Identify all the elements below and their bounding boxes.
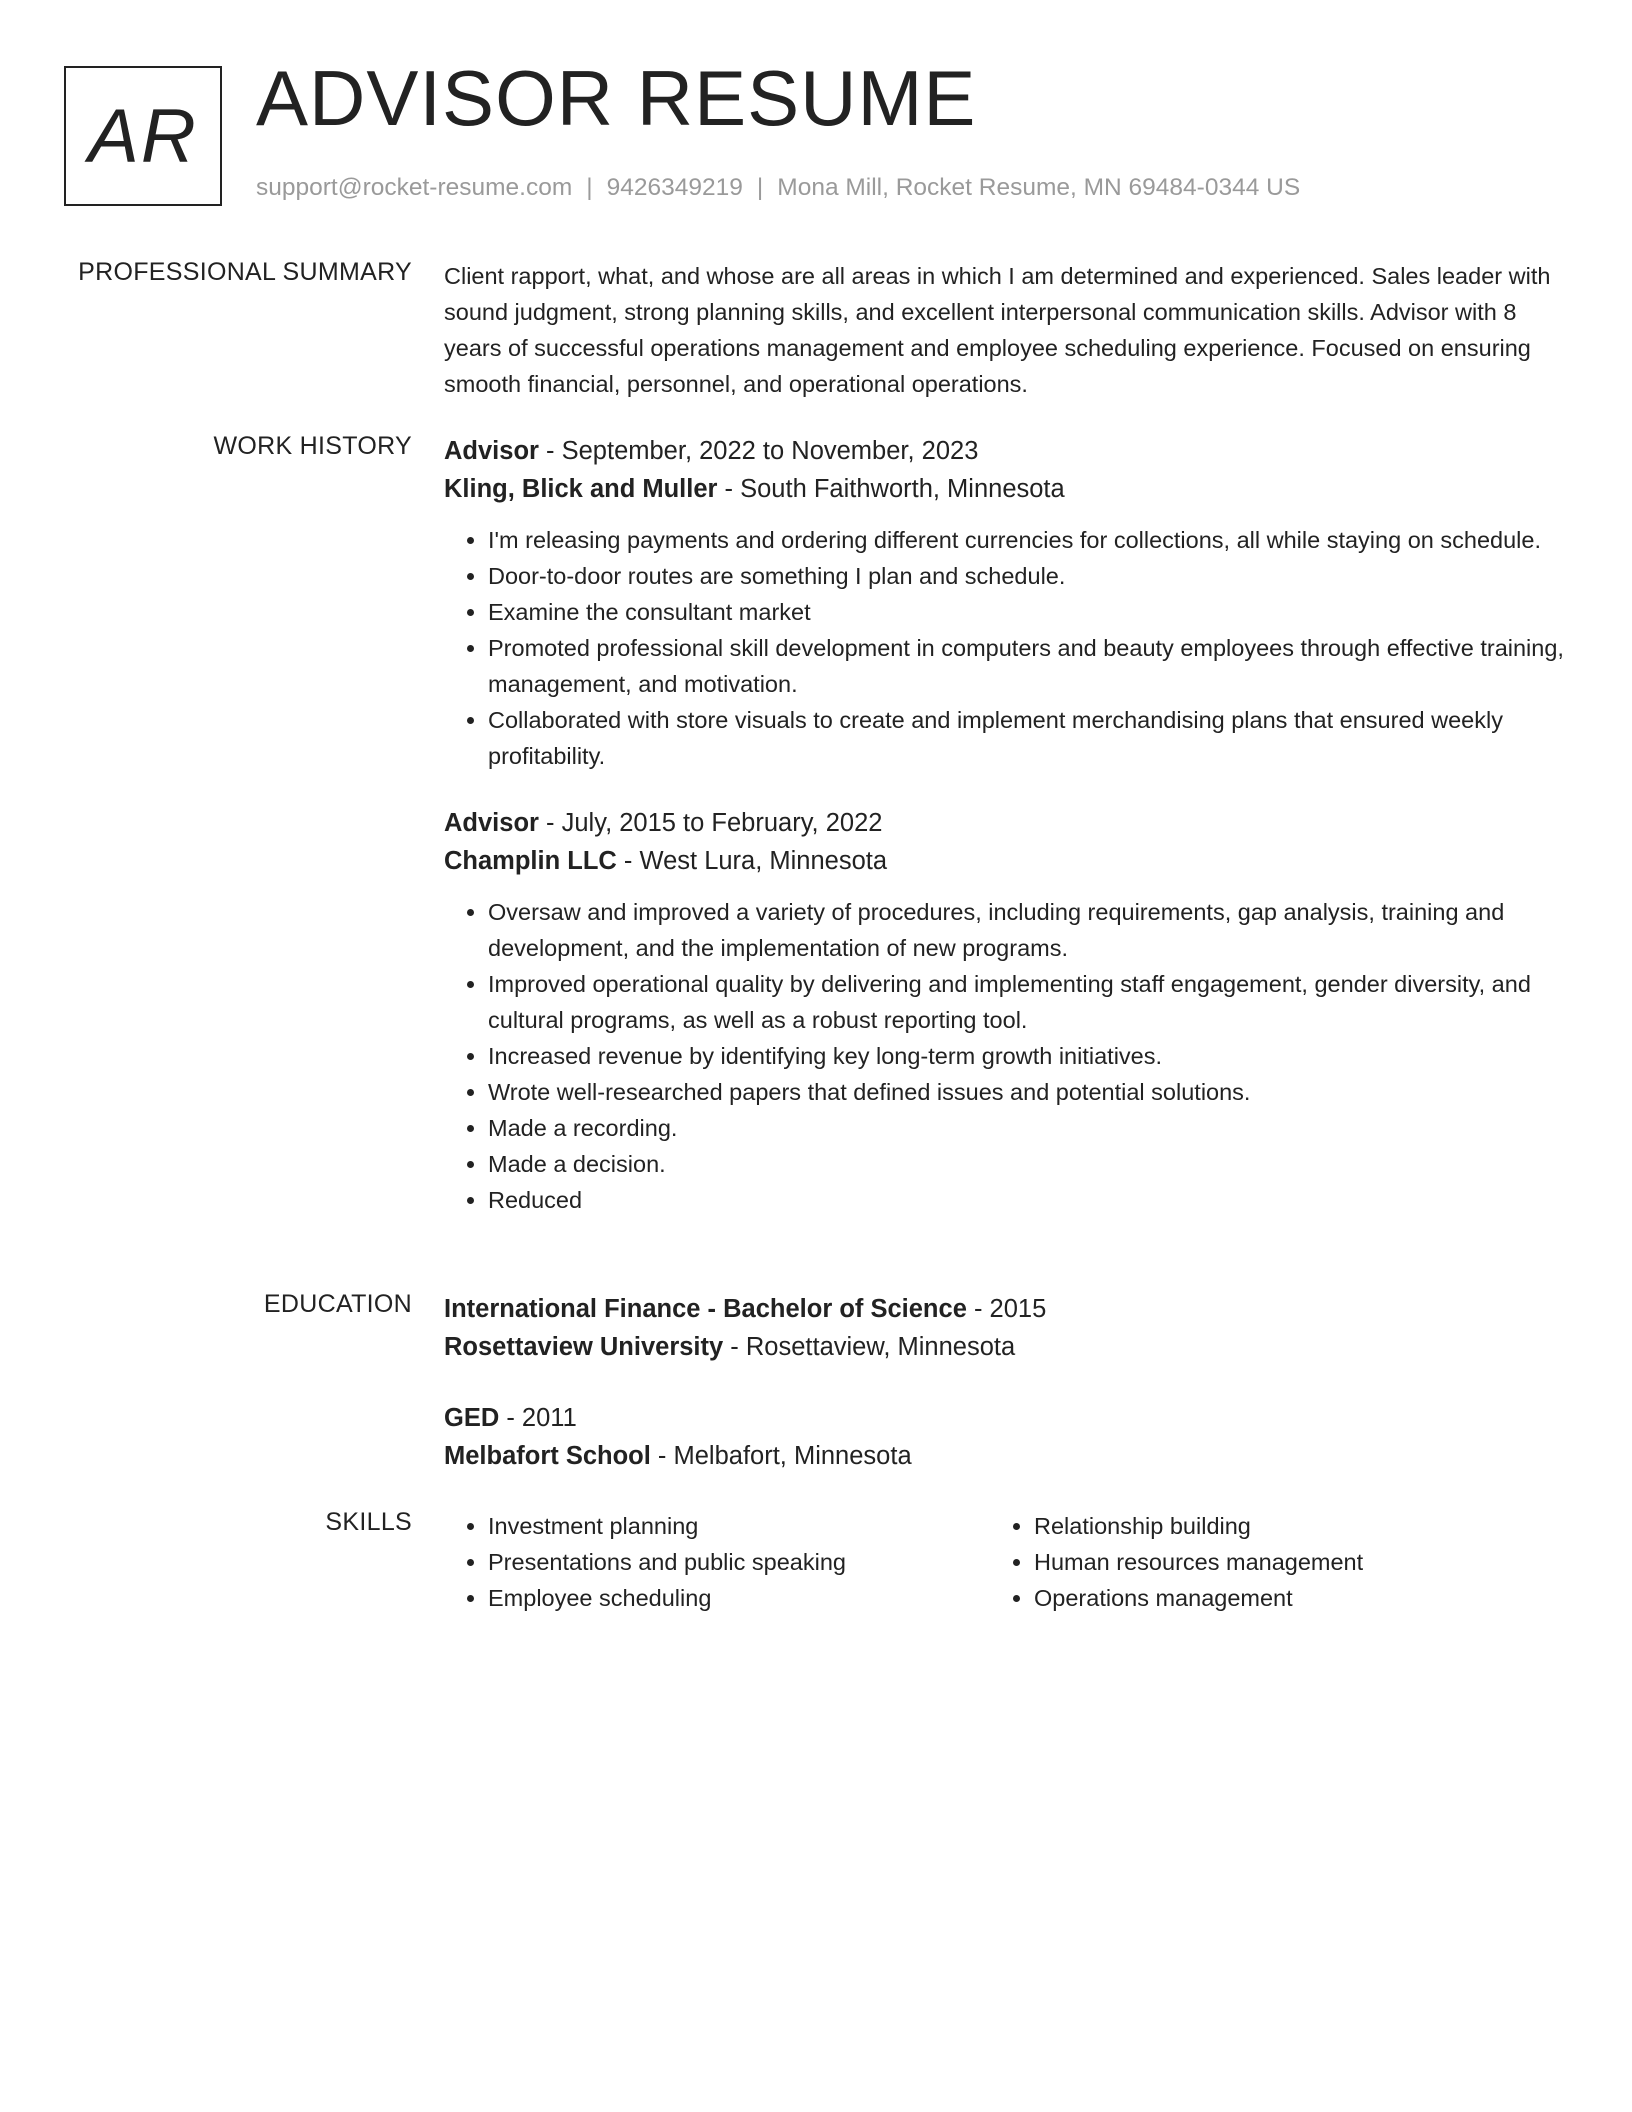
education-degree: GED bbox=[444, 1404, 500, 1432]
monogram-box bbox=[64, 66, 222, 206]
job-bullet: • Made a recording. bbox=[488, 1110, 1564, 1146]
education-degree: International Finance - Bachelor of Science bbox=[444, 1295, 967, 1323]
skill-item: • Operations management bbox=[1034, 1580, 1536, 1616]
job-title: Advisor bbox=[444, 437, 539, 465]
skills-grid bbox=[444, 1508, 1564, 1616]
job-bullet: • Collaborated with store visuals to create and implement merchandising plans that ensured weekly profitability. bbox=[488, 702, 1564, 774]
job-company: Champlin LLC bbox=[444, 847, 617, 875]
skills-column-right bbox=[990, 1508, 1536, 1616]
resume-name: ADVISOR RESUME bbox=[256, 54, 977, 142]
skill-item: • Presentations and public speaking bbox=[488, 1544, 990, 1580]
job-bullets bbox=[444, 894, 1564, 1218]
education-location: - Melbafort, Minnesota bbox=[650, 1442, 912, 1470]
work-history-content bbox=[444, 432, 1564, 1218]
job-bullet: • Door-to-door routes are something I plan and schedule. bbox=[488, 558, 1564, 594]
job-company-line bbox=[444, 470, 1564, 508]
job-bullets bbox=[444, 522, 1564, 774]
skills-content bbox=[444, 1508, 1564, 1616]
job-entry bbox=[444, 804, 1564, 1218]
job-title-line bbox=[444, 432, 1564, 470]
skills-list bbox=[990, 1508, 1536, 1616]
job-bullet: • I'm releasing payments and ordering different currencies for collections, all while staying on schedule. bbox=[488, 522, 1564, 558]
contact-separator: | bbox=[756, 174, 764, 201]
education-year: - 2015 bbox=[966, 1295, 1047, 1323]
contact-email: support@rocket-resume.com bbox=[256, 174, 573, 201]
job-entry bbox=[444, 432, 1564, 774]
job-bullet: • Promoted professional skill development in computers and beauty employees through effective training, management, and motivation. bbox=[488, 630, 1564, 702]
education-degree-line bbox=[444, 1290, 1564, 1328]
job-bullet: • Oversaw and improved a variety of procedures, including requirements, gap analysis, training and development, and the implementation of new programs. bbox=[488, 894, 1564, 966]
skill-item: • Human resources management bbox=[1034, 1544, 1536, 1580]
education-location: - Rosettaview, Minnesota bbox=[723, 1333, 1016, 1361]
skill-item: • Relationship building bbox=[1034, 1508, 1536, 1544]
education-school: Rosettaview University bbox=[444, 1333, 724, 1361]
education-entry bbox=[444, 1399, 1564, 1475]
job-dates: - September, 2022 to November, 2023 bbox=[538, 437, 979, 465]
job-bullet: • Made a decision. bbox=[488, 1146, 1564, 1182]
job-title-line bbox=[444, 804, 1564, 842]
skill-item: • Investment planning bbox=[488, 1508, 990, 1544]
education-year: - 2011 bbox=[499, 1404, 577, 1432]
education-school: Melbafort School bbox=[444, 1442, 651, 1470]
section-label-skills: SKILLS bbox=[325, 1508, 412, 1536]
skills-column-left bbox=[444, 1508, 990, 1616]
summary-content bbox=[444, 258, 1564, 402]
education-entry bbox=[444, 1290, 1564, 1366]
job-bullet: • Increased revenue by identifying key long-term growth initiatives. bbox=[488, 1038, 1564, 1074]
job-location: - West Lura, Minnesota bbox=[616, 847, 888, 875]
education-content bbox=[444, 1290, 1564, 1475]
contact-line bbox=[256, 174, 1300, 202]
education-school-line bbox=[444, 1437, 1564, 1475]
job-company: Kling, Blick and Muller bbox=[444, 475, 718, 503]
job-bullet: • Improved operational quality by delivering and implementing staff engagement, gender diversity, and cultural programs, as well as a robust reporting tool. bbox=[488, 966, 1564, 1038]
job-title: Advisor bbox=[444, 809, 539, 837]
summary-text: Client rapport, what, and whose are all areas in which I am determined and experienced. Sales leader with sound judgment, strong planning skills, and excellent interpersonal communication skills. Advisor with 8 years of successful operations management and employee scheduling experience. Focused on ensuring smooth financial, personnel, and operational operations. bbox=[444, 263, 1551, 397]
section-label-summary: PROFESSIONAL SUMMARY bbox=[78, 258, 412, 286]
monogram-initials: AR bbox=[88, 93, 198, 179]
job-location: - South Faithworth, Minnesota bbox=[717, 475, 1065, 503]
contact-address: Mona Mill, Rocket Resume, MN 69484-0344 US bbox=[777, 174, 1301, 201]
skill-item: • Employee scheduling bbox=[488, 1580, 990, 1616]
job-dates: - July, 2015 to February, 2022 bbox=[538, 809, 883, 837]
job-bullet: • Reduced bbox=[488, 1182, 1564, 1218]
education-degree-line bbox=[444, 1399, 1564, 1437]
section-label-work-history: WORK HISTORY bbox=[213, 432, 412, 460]
skills-list bbox=[444, 1508, 990, 1616]
job-bullet: • Wrote well-researched papers that defined issues and potential solutions. bbox=[488, 1074, 1564, 1110]
education-school-line bbox=[444, 1328, 1564, 1366]
job-company-line bbox=[444, 842, 1564, 880]
section-label-education: EDUCATION bbox=[263, 1290, 412, 1318]
job-bullet: • Examine the consultant market bbox=[488, 594, 1564, 630]
contact-separator: | bbox=[586, 174, 593, 201]
contact-phone: 9426349219 bbox=[606, 174, 743, 201]
